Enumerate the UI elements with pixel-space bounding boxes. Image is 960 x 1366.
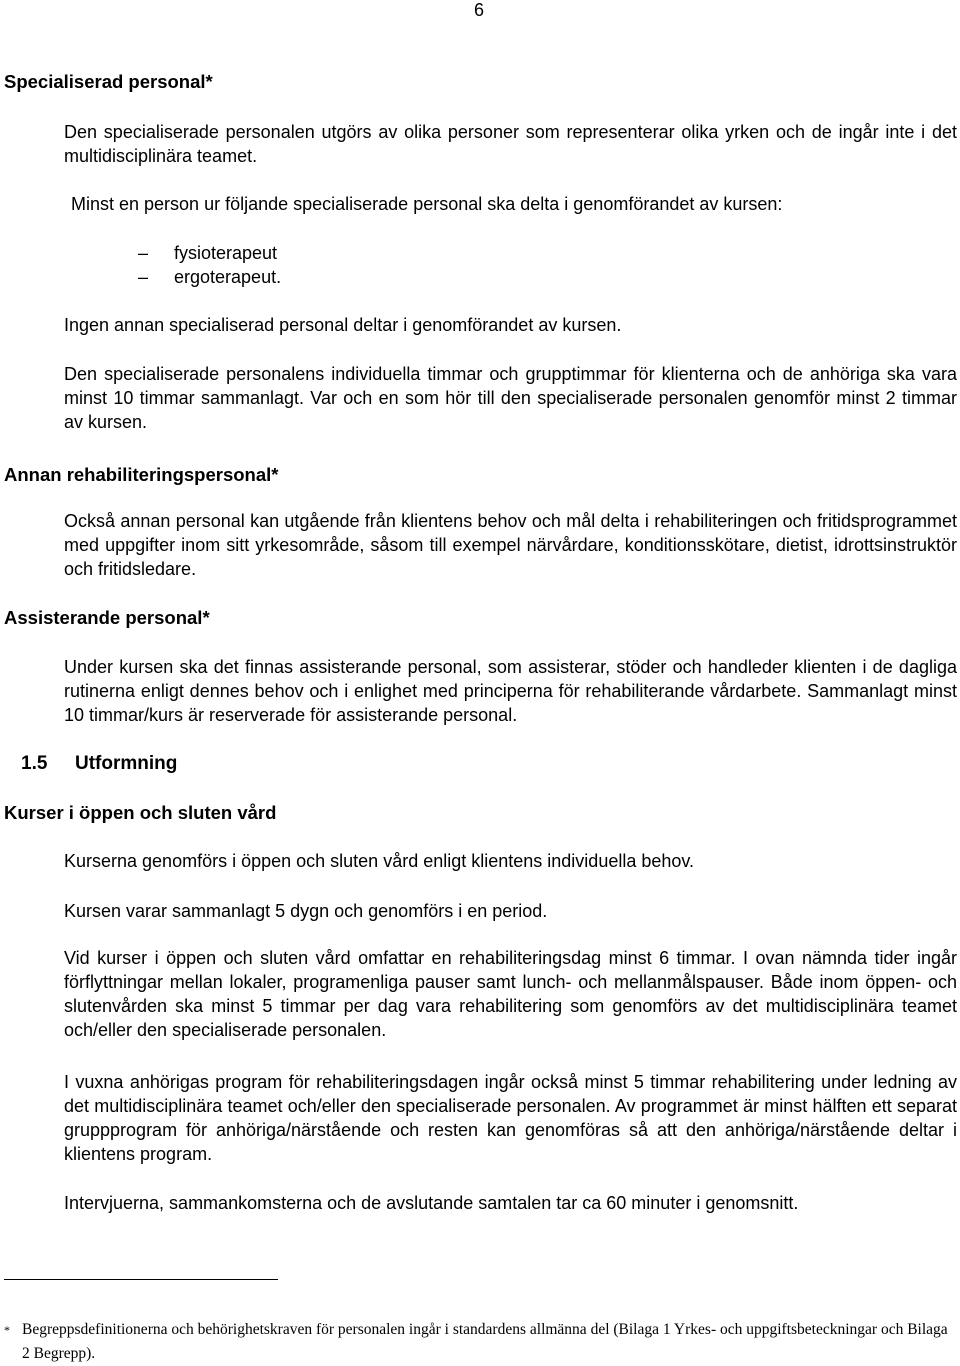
paragraph-kursen-varar: Kursen varar sammanlagt 5 dygn och genomförs i en period. [64, 901, 548, 921]
paragraph-assisterande-personal: Under kursen ska det finnas assisterande personal, som assisterar, stöder och handleder klienten i de dagliga rutinerna enligt dennes behov och i enlighet med principerna för rehabiliterande vårdarbete. Sammanlagt minst 10 timmar/kurs är reserverade för assisterande personal. [64, 657, 957, 725]
footnote [4, 1318, 954, 1366]
paragraph-specialiserad-intro: Den specialiserade personalen utgörs av olika personer som representerar olika yrken och de ingår inte i det multidisciplinära teamet. [64, 122, 957, 166]
heading-specialiserad-personal: Specialiserad personal* [4, 71, 213, 92]
heading-annan-rehabiliteringspersonal: Annan rehabiliteringspersonal* [4, 464, 279, 485]
list-item-ergoterapeut: ergoterapeut. [174, 267, 282, 287]
footnote-text: Begreppsdefinitionerna och behörighetskraven för personalen ingår i standardens allmänna del (Bilaga 1 Yrkes- och uppgiftsbeteckningar och Bilaga 2 Begrepp). [22, 1321, 948, 1362]
footnote-mark: * [4, 1323, 10, 1337]
paragraph-anhorigas-program: I vuxna anhörigas program för rehabiliteringsdagen ingår också minst 5 timmar rehabilitering under ledning av det multidisciplinära teamet och/eller den specialiserade personalen. Av programmet är minst hälften ett separat gruppprogram för anhöriga/närstående och resten kan genomföras så att den anhöriga/närstående deltar i klientens program. [64, 1072, 957, 1164]
paragraph-specialiserad-no-other: Ingen annan specialiserad personal deltar i genomförandet av kursen. [64, 315, 622, 335]
section-number: 1.5 [21, 753, 48, 774]
paragraph-annan-personal: Också annan personal kan utgående från klientens behov och mål delta i rehabiliteringen och fritidsprogrammet med uppgifter inom sitt yrkesområde, såsom till exempel närvårdare, konditionsskötare, dietist, idrottsinstruktör och fritidsledare. [64, 511, 957, 579]
paragraph-specialiserad-requirement: Minst en person ur följande specialiserade personal ska delta i genomförandet av kursen: [71, 194, 783, 214]
heading-assisterande-personal: Assisterande personal* [4, 607, 210, 628]
list-dash: – [138, 267, 149, 287]
footnote-separator [4, 1279, 278, 1280]
paragraph-rehabiliteringsdag: Vid kurser i öppen och sluten vård omfattar en rehabiliteringsdag minst 6 timmar. I ovan nämnda tider ingår förflyttningar mellan lokaler, programenliga pauser samt lunch- och mellanmålspauser. Både inom öppen- och slutenvården ska minst 5 timmar per dag vara rehabilitering som genomförs av det multidisciplinära teamet och/eller den specialiserade personalen. [64, 948, 957, 1040]
section-title: Utformning [75, 753, 178, 774]
list-dash: – [138, 243, 149, 263]
page-number: 6 [474, 0, 485, 20]
heading-kurser-oppen-sluten: Kurser i öppen och sluten vård [4, 802, 277, 823]
paragraph-specialiserad-hours: Den specialiserade personalens individuella timmar och grupptimmar för klienterna och de anhöriga ska vara minst 10 timmar sammanlagt. Var och en som hör till den specialiserade personalen genomför minst 2 timmar av kursen. [64, 364, 957, 432]
paragraph-intervjuerna: Intervjuerna, sammankomsterna och de avslutande samtalen tar ca 60 minuter i genomsnitt. [64, 1193, 799, 1213]
paragraph-kurser-genomfors: Kurserna genomförs i öppen och sluten vård enligt klientens individuella behov. [64, 851, 695, 871]
list-item-fysioterapeut: fysioterapeut [174, 243, 278, 263]
